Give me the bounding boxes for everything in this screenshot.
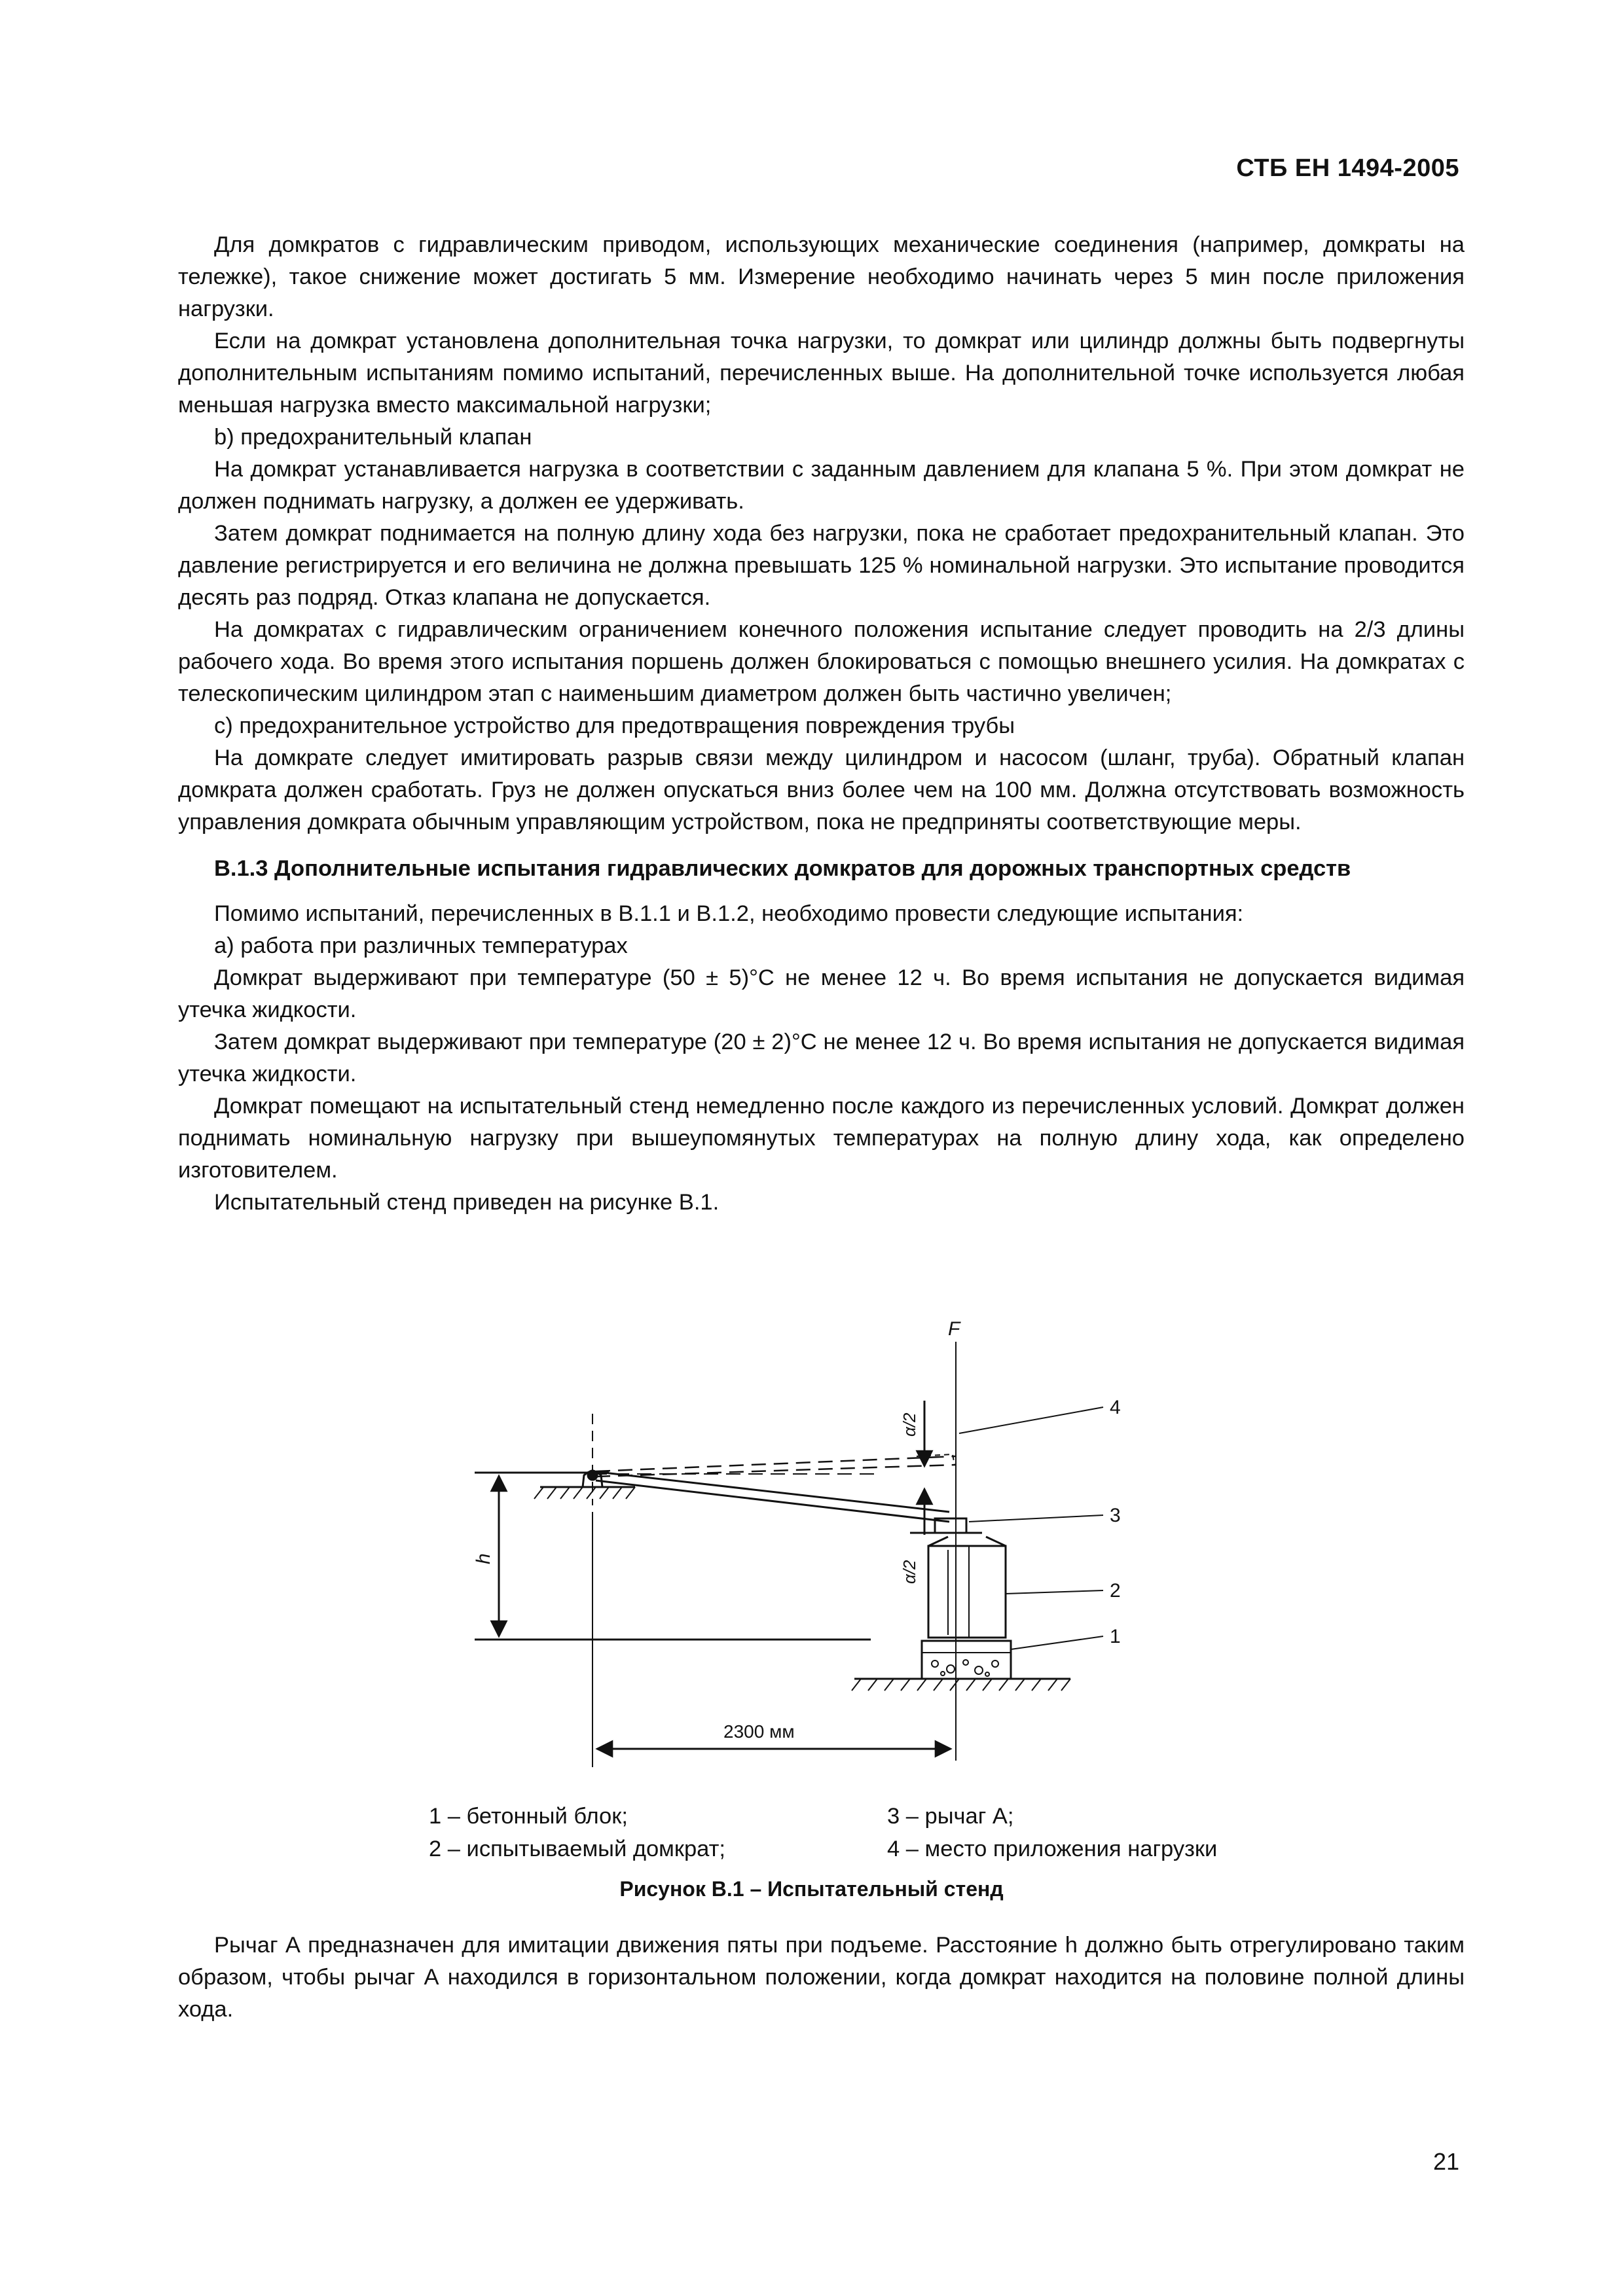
label-number-4: 4 [1110, 1397, 1121, 1418]
paragraph: На домкратах с гидравлическим ограничением конечного положения испытание следует проводить на 2/3 длины рабочего хода. Во время этого испытания поршень должен блокироваться с помощью внешнего усилия. На домкратах с телескопическим цилиндром этап с наименьшим диаметром должен быть частично увеличен; [178, 617, 1465, 706]
figure-caption: Рисунок В.1 – Испытательный стенд [619, 1877, 1004, 1901]
label-force: F [948, 1318, 960, 1340]
figure-legend [429, 1800, 1345, 1865]
legend-item-3: 3 – рычаг А; [887, 1804, 1014, 1829]
leader-1 [1011, 1636, 1103, 1649]
paragraph: На домкрате следует имитировать разрыв связи между цилиндром и насосом (шланг, труба). Обратный клапан домкрата должен сработать. Груз не должен опускаться вниз более чем на 100 мм. Должна отсутствовать возможность управления домкрата обычным управляющим устройством, пока не предприняты соответствующие меры. [178, 745, 1465, 834]
legend-item-1: 1 – бетонный блок; [429, 1804, 628, 1829]
paragraph: c) предохранительное устройство для предотвращения повреждения трубы [214, 713, 1015, 738]
label-angle-bottom: α/2 [900, 1560, 919, 1584]
paragraph: Домкрат помещают на испытательный стенд немедленно после каждого из перечисленных условий. Домкрат должен поднимать номинальную нагрузку при вышеупомянутых температурах на полную длину хода, как определено изготовителем. [178, 1094, 1465, 1183]
test-stand-figure [458, 1316, 1146, 1787]
document-code: СТБ ЕН 1494-2005 [1236, 154, 1459, 182]
paragraph: Помимо испытаний, перечисленных в В.1.1 и В.1.2, необходимо провести следующие испытания: [214, 901, 1244, 926]
closing-text [178, 1929, 1465, 2026]
paragraph: Рычаг А предназначен для имитации движения пяты при подъеме. Расстояние h должно быть отрегулировано таким образом, чтобы рычаг А находился в горизонтальном положении, когда домкрат находится на половине полной длины хода. [178, 1933, 1465, 2022]
label-distance: 2300 мм [723, 1721, 795, 1742]
paragraph: a) работа при различных температурах [214, 933, 628, 958]
test-stand-diagram [458, 1316, 1146, 1787]
paragraph: Домкрат выдерживают при температуре (50 ± 5)°С не менее 12 ч. Во время испытания не допускается видимая утечка жидкости. [178, 965, 1465, 1022]
section-heading: В.1.3 Дополнительные испытания гидравлических домкратов для дорожных транспортных средств [214, 856, 1351, 881]
label-height: h [473, 1553, 494, 1564]
paragraph: Если на домкрат установлена дополнительная точка нагрузки, то домкрат или цилиндр должны быть подвергнуты дополнительным испытаниям помимо испытаний, перечисленных выше. На дополнительной точке используется любая меньшая нагрузка вместо максимальной нагрузки; [178, 329, 1465, 418]
label-number-3: 3 [1110, 1505, 1121, 1526]
legend-item-4: 4 – место приложения нагрузки [887, 1837, 1218, 1861]
paragraph: Затем домкрат выдерживают при температуре (20 ± 2)°С не менее 12 ч. Во время испытания не допускается видимая утечка жидкости. [178, 1030, 1465, 1086]
paragraph: b) предохранительный клапан [214, 425, 532, 450]
paragraph: Затем домкрат поднимается на полную длину хода без нагрузки, пока не сработает предохранительный клапан. Это давление регистрируется и его величина не должна превышать 125 % номинальной нагрузки. Это испытание проводится десять раз подряд. Отказ клапана не допускается. [178, 521, 1465, 610]
leader-4 [959, 1407, 1103, 1433]
legend-item-2: 2 – испытываемый домкрат; [429, 1837, 725, 1861]
label-number-2: 2 [1110, 1580, 1121, 1602]
paragraph: Испытательный стенд приведен на рисунке В.1. [214, 1190, 720, 1215]
paragraph: На домкрат устанавливается нагрузка в соответствии с заданным давлением для клапана 5 %. При этом домкрат не должен поднимать нагрузку, а должен ее удерживать. [178, 457, 1465, 514]
paragraph: Для домкратов с гидравлическим приводом, использующих механические соединения (например, домкраты на тележке), такое снижение может достигать 5 мм. Измерение необходимо начинать через 5 мин после приложения нагрузки. [178, 232, 1465, 321]
jack-body [928, 1546, 1006, 1638]
lever-a-lower-edge [596, 1480, 949, 1522]
leader-2 [1006, 1590, 1103, 1594]
lever-raised-position [596, 1456, 956, 1471]
main-text [178, 229, 1465, 1219]
label-angle-top: α/2 [900, 1412, 919, 1437]
lever-a-upper-edge [593, 1471, 949, 1512]
leader-3 [969, 1515, 1103, 1522]
page-number: 21 [1432, 2148, 1459, 2175]
label-number-1: 1 [1110, 1626, 1121, 1647]
